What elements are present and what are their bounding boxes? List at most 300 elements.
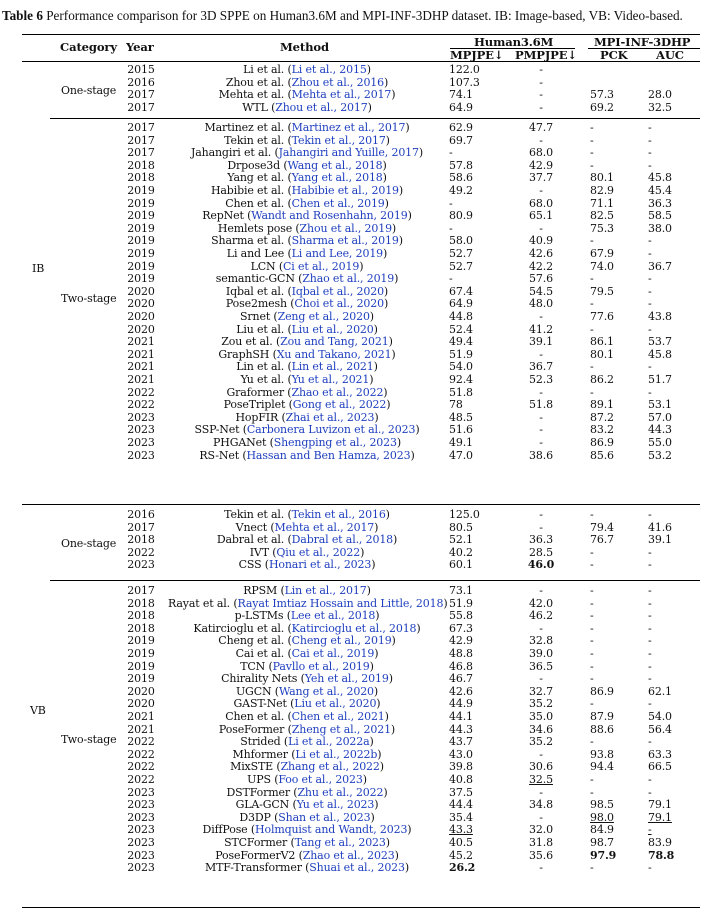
cell-auc: - — [648, 121, 652, 134]
citation-link[interactable]: Li et al., 2022b — [295, 747, 378, 761]
method-name: Tekin et al. ( — [224, 133, 292, 147]
cell-year: 2018 — [127, 609, 155, 623]
cell-auc: - — [648, 545, 652, 559]
cell-mpjpe: 40.5 — [449, 836, 473, 849]
cell-year: 2023 — [127, 848, 155, 862]
method-name: STCFormer ( — [224, 836, 295, 849]
table-row — [22, 184, 700, 197]
cell-pck: - — [590, 146, 594, 160]
cell-method — [168, 285, 446, 298]
method-close-paren: ) — [369, 659, 374, 673]
cell-auc: 45.8 — [648, 347, 672, 361]
cell-auc: 57.0 — [648, 410, 672, 424]
citation-link[interactable]: Xu and Takano, 2021 — [276, 347, 392, 361]
cell-mpjpe: - — [449, 272, 453, 286]
citation-link[interactable]: Mehta et al., 2017 — [291, 88, 392, 102]
cell-pck: 86.1 — [590, 335, 614, 349]
citation-link[interactable]: Holmquist and Wandt, 2023 — [255, 823, 408, 837]
cell-auc: - — [648, 558, 652, 572]
cell-pmpjpe: - — [539, 621, 543, 635]
cell-year: 2021 — [127, 722, 155, 736]
cell-method — [168, 786, 446, 799]
cell-year: 2018 — [127, 533, 155, 547]
citation-link[interactable]: Hassan and Ben Hamza, 2023 — [246, 448, 411, 462]
citation-link[interactable]: Li et al., 2015 — [291, 63, 367, 76]
cell-pck: - — [590, 596, 594, 610]
cell-mpjpe: 48.8 — [449, 647, 473, 660]
table-row — [22, 798, 700, 811]
cell-method — [168, 849, 446, 862]
cell-pmpjpe: 41.2 — [529, 322, 553, 336]
cell-mpjpe: 57.8 — [449, 158, 473, 172]
cell-auc: 62.1 — [648, 684, 672, 698]
cell-pmpjpe: 46.0 — [527, 558, 555, 572]
method-close-paren: ) — [359, 259, 364, 273]
cell-year: 2019 — [127, 209, 155, 223]
method-close-paren: ) — [383, 785, 388, 799]
cell-pck: - — [590, 735, 594, 749]
subgroup-ib-one-stage: One-stage — [61, 84, 117, 97]
citation-link[interactable]: Zhou et al., 2017 — [275, 100, 368, 114]
method-close-paren: ) — [385, 133, 390, 147]
cell-pck: - — [590, 634, 594, 648]
cell-method — [168, 609, 446, 622]
cell-year: 2020 — [127, 322, 155, 336]
method-close-paren: ) — [362, 773, 367, 786]
citation-link[interactable]: Zheng et al., 2021 — [291, 722, 391, 736]
cell-auc: - — [648, 785, 652, 799]
cell-pmpjpe: 57.6 — [529, 272, 553, 286]
cell-auc: 63.3 — [648, 747, 672, 761]
method-name: Li et al. ( — [243, 63, 292, 76]
method-close-paren: ) — [384, 710, 389, 723]
cell-year: 2019 — [127, 259, 155, 273]
table-row — [22, 811, 700, 824]
cell-method — [168, 798, 446, 811]
cell-auc: 36.3 — [648, 196, 672, 210]
cell-pck: 98.7 — [590, 836, 614, 849]
table-row — [22, 735, 700, 748]
method-name: Cai et al. ( — [235, 647, 292, 660]
cell-mpjpe: 47.0 — [449, 448, 473, 462]
cell-mpjpe: 46.7 — [449, 672, 473, 686]
cell-pmpjpe: - — [539, 88, 543, 102]
method-name: Zhou et al. ( — [225, 75, 292, 89]
cell-method — [168, 323, 446, 336]
citation-link[interactable]: Yang et al., 2018 — [291, 171, 383, 185]
citation-link[interactable]: Habibie et al., 2019 — [291, 184, 399, 197]
method-close-paren: ) — [396, 436, 401, 449]
method-close-paren: ) — [416, 621, 421, 635]
citation-link[interactable]: Tekin et al., 2017 — [291, 133, 386, 147]
citation-link[interactable]: Chen et al., 2021 — [291, 710, 385, 723]
cell-pmpjpe: 36.5 — [529, 659, 553, 673]
header-mpjpe: MPJPE↓ — [450, 48, 504, 62]
cell-auc: 45.8 — [648, 171, 672, 185]
method-name: RepNet ( — [202, 209, 252, 223]
cell-mpjpe: 73.1 — [449, 584, 473, 597]
method-close-paren: ) — [385, 508, 390, 521]
table-row — [22, 436, 700, 449]
cell-mpjpe: 49.4 — [449, 335, 473, 349]
cell-method — [168, 146, 446, 159]
cell-pck: - — [590, 272, 594, 286]
table-row — [22, 723, 700, 736]
cell-method — [168, 773, 446, 786]
cell-year: 2023 — [127, 823, 155, 837]
method-name: Dabral et al. ( — [216, 533, 292, 547]
cell-pck: - — [590, 133, 594, 147]
table-row — [22, 710, 700, 723]
header-pmpjpe: PMPJPE↓ — [515, 48, 577, 62]
cell-year: 2019 — [127, 247, 155, 260]
citation-link[interactable]: Yu et al., 2023 — [296, 798, 375, 812]
cell-method — [168, 449, 446, 462]
table-row — [22, 697, 700, 710]
cell-method — [168, 710, 446, 723]
cell-method — [168, 634, 446, 647]
cell-auc: 43.8 — [648, 310, 672, 323]
method-close-paren: ) — [379, 760, 384, 774]
cell-year: 2017 — [127, 520, 155, 534]
citation-link[interactable]: Li and Lee, 2019 — [291, 247, 384, 260]
cell-pck: 97.9 — [590, 848, 617, 862]
citation-link[interactable]: Lee et al., 2018 — [290, 609, 376, 623]
method-name: Rayat et al. ( — [168, 596, 238, 610]
table-row — [22, 836, 700, 849]
citation-link[interactable]: Zhao et al., 2023 — [302, 848, 395, 862]
cell-year: 2019 — [127, 184, 155, 197]
cell-method — [168, 508, 446, 521]
method-close-paren: ) — [394, 848, 399, 862]
cell-year: 2021 — [127, 710, 155, 723]
cell-method — [168, 360, 446, 373]
cell-auc: - — [648, 596, 652, 610]
citation-link[interactable]: Wang et al., 2018 — [287, 158, 383, 172]
cell-method — [168, 672, 446, 685]
method-close-paren: ) — [390, 722, 396, 736]
table-row — [22, 159, 700, 172]
citation-link[interactable]: Chen et al., 2019 — [291, 196, 385, 210]
cell-auc: - — [648, 247, 652, 260]
cell-mpjpe: 69.7 — [449, 133, 473, 147]
cell-method — [168, 760, 446, 773]
citation-link[interactable]: Yeh et al., 2019 — [304, 672, 389, 686]
cell-year: 2021 — [127, 335, 155, 349]
citation-link[interactable]: Zhu et al., 2022 — [297, 785, 384, 799]
cell-pck: - — [590, 861, 594, 875]
cell-pmpjpe: - — [539, 747, 543, 761]
cell-pck: - — [590, 558, 594, 572]
cell-mpjpe: 125.0 — [449, 508, 480, 521]
cell-auc: - — [648, 609, 652, 623]
cell-year: 2018 — [127, 171, 155, 185]
method-name: DiffPose ( — [202, 823, 256, 837]
cell-pmpjpe: 35.6 — [529, 848, 553, 862]
citation-link[interactable]: Mehta et al., 2017 — [274, 520, 375, 534]
method-name: Drpose3d ( — [227, 158, 288, 172]
cell-method — [168, 373, 446, 386]
cell-mpjpe: 51.8 — [449, 385, 473, 399]
citation-link[interactable]: Wang et al., 2020 — [278, 684, 374, 698]
cell-year: 2023 — [127, 836, 155, 849]
citation-link[interactable]: Shengping et al., 2023 — [273, 436, 397, 449]
citation-link[interactable]: Zhai et al., 2023 — [285, 410, 375, 424]
caption-text: Performance comparison for 3D SPPE on Human3.6M and MPI-INF-3DHP dataset. IB: Image-based, VB: Video-based. — [46, 8, 683, 23]
method-name: Vnect ( — [235, 520, 275, 534]
cell-auc: 79.1 — [648, 798, 672, 812]
method-name: Graformer ( — [226, 385, 292, 399]
cell-auc: - — [648, 360, 652, 374]
cell-mpjpe: 80.9 — [449, 209, 473, 223]
cell-auc: - — [648, 697, 652, 711]
cell-year: 2023 — [127, 785, 155, 799]
method-name: PoseFormerV2 ( — [215, 848, 303, 862]
cell-method — [168, 647, 446, 660]
table-row — [22, 121, 700, 134]
cell-pck: - — [590, 322, 594, 336]
cell-auc: 78.8 — [648, 848, 675, 862]
cell-pmpjpe: - — [539, 310, 543, 323]
cell-mpjpe: 62.9 — [449, 121, 473, 134]
citation-link[interactable]: Zhang et al., 2022 — [280, 760, 380, 774]
table-row — [22, 823, 700, 836]
table-row — [22, 760, 700, 773]
header-category: Category — [60, 40, 117, 54]
citation-link[interactable]: Zeng et al., 2020 — [277, 310, 370, 323]
citation-link[interactable]: Zou and Tang, 2021 — [280, 335, 389, 349]
cell-pmpjpe: - — [539, 100, 543, 114]
cell-pck: - — [590, 121, 594, 134]
citation-link[interactable]: Dabral et al., 2018 — [291, 533, 394, 547]
cell-pmpjpe: 32.0 — [529, 823, 553, 837]
cell-pmpjpe: 39.0 — [529, 647, 553, 660]
citation-link[interactable]: Cai et al., 2019 — [291, 647, 375, 660]
cell-pmpjpe: 42.0 — [529, 596, 553, 610]
citation-link[interactable]: Liu et al., 2020 — [294, 697, 377, 711]
citation-link[interactable]: Cheng et al., 2019 — [291, 634, 392, 648]
method-name: D3DP ( — [239, 810, 279, 824]
method-name: Mehta et al. ( — [218, 88, 292, 102]
method-close-paren: ) — [369, 373, 374, 386]
cell-auc: - — [648, 234, 652, 248]
cell-mpjpe: 67.3 — [449, 621, 473, 635]
cell-method — [168, 247, 446, 260]
cell-auc: - — [648, 584, 652, 597]
citation-link[interactable]: Choi et al., 2020 — [294, 297, 384, 311]
method-name: Jahangiri et al. ( — [190, 146, 279, 160]
cell-method — [168, 823, 446, 836]
table-row — [22, 101, 700, 114]
method-name: Srnet ( — [240, 310, 278, 323]
method-close-paren: ) — [391, 634, 396, 648]
citation-link[interactable]: Zhao et al., 2019 — [302, 272, 395, 286]
cell-year: 2019 — [127, 196, 155, 210]
method-close-paren: ) — [370, 810, 375, 824]
method-name: WTL ( — [242, 100, 276, 114]
citation-link[interactable]: Katircioglu et al., 2018 — [291, 621, 417, 635]
cell-pck: - — [590, 584, 594, 597]
method-name: SSP-Net ( — [194, 423, 247, 437]
cell-auc: 41.6 — [648, 520, 672, 534]
cell-auc: - — [648, 647, 652, 660]
citation-link[interactable]: Ci et al., 2019 — [283, 259, 360, 273]
method-close-paren: ) — [391, 347, 396, 361]
citation-link[interactable]: Zhao et al., 2022 — [291, 385, 384, 399]
cell-pck: 71.1 — [590, 196, 614, 210]
table-row — [22, 786, 700, 799]
cell-auc: - — [648, 861, 652, 875]
group-rule-human36m — [450, 48, 575, 49]
cell-pck: 77.6 — [590, 310, 614, 323]
citation-link[interactable]: Shuai et al., 2023 — [309, 861, 405, 875]
method-close-paren: ) — [369, 310, 374, 323]
citation-link[interactable]: Shan et al., 2023 — [278, 810, 371, 824]
cell-year: 2019 — [127, 272, 155, 286]
cell-year: 2017 — [127, 121, 155, 134]
method-close-paren: ) — [373, 322, 378, 336]
cell-method — [168, 660, 446, 673]
cell-pck: 89.1 — [590, 398, 614, 412]
cell-year: 2016 — [127, 508, 155, 521]
citation-link[interactable]: Zhou et al., 2016 — [291, 75, 384, 89]
method-name: MixSTE ( — [230, 760, 281, 774]
cell-method — [168, 209, 446, 222]
cell-pck: 79.4 — [590, 520, 614, 534]
method-close-paren: ) — [382, 158, 387, 172]
cell-mpjpe: 40.8 — [449, 773, 473, 786]
citation-link[interactable]: Liu et al., 2020 — [291, 322, 374, 336]
table-row — [22, 660, 700, 673]
cell-method — [168, 597, 446, 610]
cell-pmpjpe: 31.8 — [529, 836, 553, 849]
cell-auc: 51.7 — [648, 373, 672, 386]
cell-method — [168, 735, 446, 748]
cell-pmpjpe: - — [539, 63, 543, 76]
cell-pck: 84.9 — [590, 823, 614, 837]
citation-link[interactable]: Carbonera Luvizon et al., 2023 — [246, 423, 416, 437]
cell-year: 2022 — [127, 735, 155, 749]
cell-year: 2022 — [127, 760, 155, 774]
method-name: Chen et al. ( — [225, 196, 292, 210]
citation-link[interactable]: Lin et al., 2021 — [291, 360, 374, 374]
cell-auc: 53.1 — [648, 398, 672, 412]
cell-auc: - — [648, 284, 652, 298]
method-name: IVT ( — [249, 545, 277, 559]
cell-auc: 79.1 — [648, 810, 672, 824]
table-row — [22, 597, 700, 610]
citation-link[interactable]: Li et al., 2022a — [288, 735, 370, 749]
table-row — [22, 861, 700, 874]
cell-auc: 36.7 — [648, 259, 672, 273]
cell-auc: 38.0 — [648, 221, 672, 235]
cell-pck: 80.1 — [590, 171, 614, 185]
cell-pmpjpe: - — [539, 436, 543, 449]
citation-link[interactable]: Foo et al., 2023 — [278, 773, 363, 786]
cell-pmpjpe: - — [539, 785, 543, 799]
method-close-paren: ) — [382, 171, 387, 185]
method-close-paren: ) — [373, 360, 378, 374]
cell-year: 2019 — [127, 647, 155, 660]
citation-link[interactable]: Zhou et al., 2019 — [299, 221, 392, 235]
cell-pck: - — [590, 545, 594, 559]
cell-year: 2022 — [127, 385, 155, 399]
cell-mpjpe: 58.6 — [449, 171, 473, 185]
cell-mpjpe: 49.1 — [449, 436, 473, 449]
citation-link[interactable]: Yu et al., 2021 — [291, 373, 370, 386]
cell-year: 2022 — [127, 747, 155, 761]
cell-auc: 32.5 — [648, 100, 672, 114]
citation-link[interactable]: Tekin et al., 2016 — [291, 508, 386, 521]
method-name: Mhformer ( — [232, 747, 296, 761]
cell-pck: 82.5 — [590, 209, 614, 223]
cell-pmpjpe: - — [539, 184, 543, 197]
cell-mpjpe: 78 — [449, 398, 463, 412]
cell-pmpjpe: 32.8 — [529, 634, 553, 648]
citation-link[interactable]: Tang et al., 2023 — [294, 836, 386, 849]
cell-pmpjpe: 52.3 — [529, 373, 553, 386]
caption-label: Table 6 — [2, 8, 43, 23]
cell-year: 2018 — [127, 158, 155, 172]
method-close-paren: ) — [374, 798, 379, 812]
citation-link[interactable]: Honari et al., 2023 — [268, 558, 372, 572]
method-close-paren: ) — [398, 184, 404, 197]
method-close-paren: ) — [443, 596, 448, 610]
method-close-paren: ) — [405, 121, 410, 134]
cell-pmpjpe: 34.6 — [529, 722, 553, 736]
cell-auc: 45.4 — [648, 184, 672, 197]
cell-method — [168, 386, 446, 399]
cell-method — [168, 134, 446, 147]
cell-pmpjpe: - — [539, 75, 543, 89]
method-name: TCN ( — [240, 659, 273, 673]
cell-method — [168, 558, 446, 571]
table-row — [22, 260, 700, 273]
citation-link[interactable]: Iqbal et al., 2020 — [291, 284, 384, 298]
cell-mpjpe: 52.4 — [449, 322, 473, 336]
cell-pck: - — [590, 697, 594, 711]
cell-year: 2019 — [127, 672, 155, 686]
citation-link[interactable]: Pavllo et al., 2019 — [272, 659, 370, 673]
citation-link[interactable]: Qiu et al., 2022 — [276, 545, 361, 559]
cell-mpjpe: 46.8 — [449, 659, 473, 673]
citation-link[interactable]: Sharma et al., 2019 — [291, 234, 399, 248]
citation-link[interactable]: Jahangiri and Yuille, 2017 — [278, 146, 419, 160]
cell-method — [168, 297, 446, 310]
cell-year: 2018 — [127, 621, 155, 635]
cell-pmpjpe: 35.0 — [529, 710, 553, 723]
cell-year: 2017 — [127, 133, 155, 147]
table-row — [22, 272, 700, 285]
cell-method — [168, 398, 446, 411]
cell-auc: - — [648, 823, 652, 837]
cell-auc: 39.1 — [648, 533, 672, 547]
citation-link[interactable]: Martinez et al., 2017 — [291, 121, 406, 134]
method-close-paren: ) — [388, 335, 393, 349]
cell-year: 2021 — [127, 347, 155, 361]
cell-pmpjpe: 68.0 — [529, 146, 553, 160]
citation-link[interactable]: Rayat Imtiaz Hossain and Little, 2018 — [237, 596, 444, 610]
cell-pmpjpe: 35.2 — [529, 735, 553, 749]
table-row — [22, 411, 700, 424]
citation-link[interactable]: Lin et al., 2017 — [284, 584, 367, 597]
citation-link[interactable]: Gong et al., 2022 — [292, 398, 387, 412]
citation-link[interactable]: Wandt and Rosenhahn, 2019 — [251, 209, 408, 223]
cell-pmpjpe: 28.5 — [529, 545, 553, 559]
cell-auc: - — [648, 508, 652, 521]
cell-pmpjpe: 32.5 — [529, 773, 553, 786]
cell-year: 2023 — [127, 810, 155, 824]
